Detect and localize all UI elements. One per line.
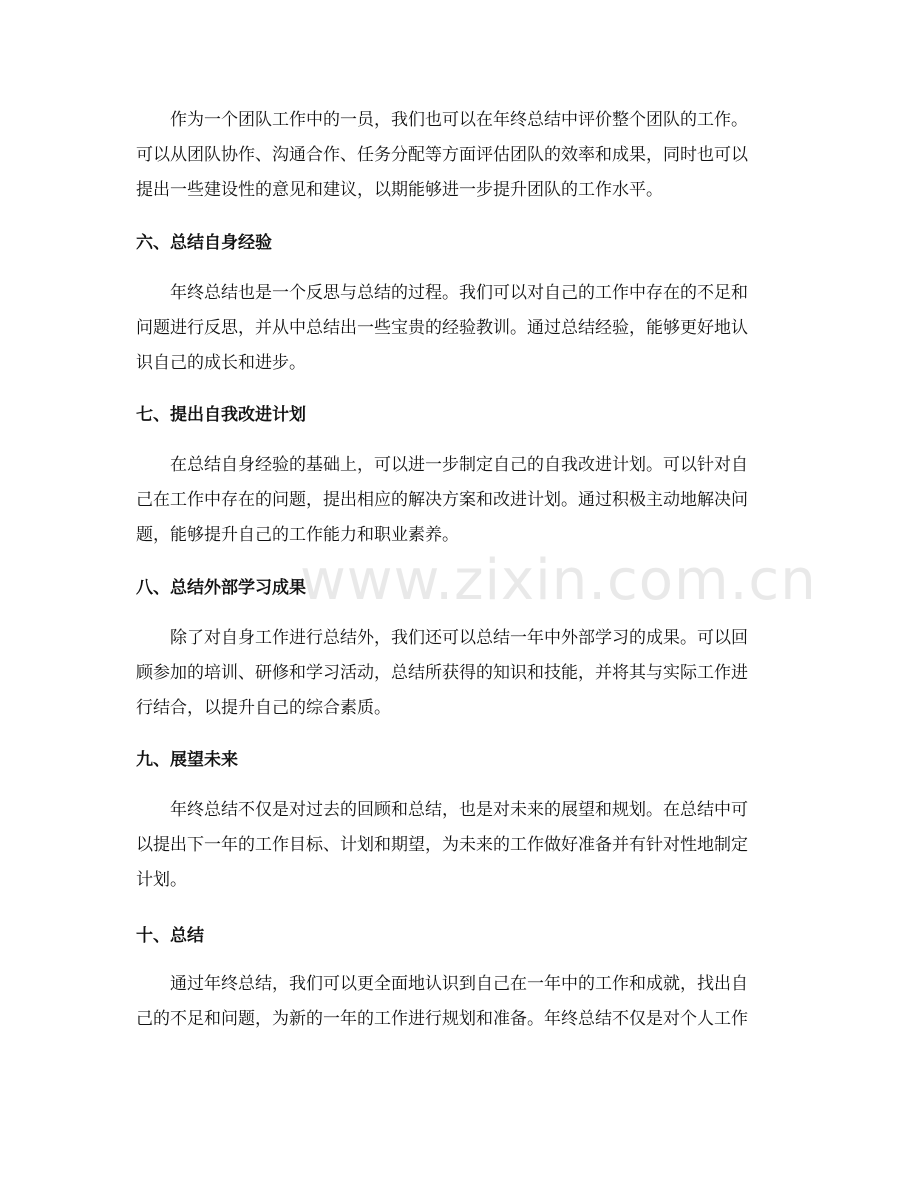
paragraph-section-7 [136, 448, 788, 553]
paragraph-line: 以提出下一年的工作目标、计划和期望，为未来的工作做好准备并有针对性地制定 [136, 835, 748, 855]
paragraph-line: 顾参加的培训、研修和学习活动，总结所获得的知识和技能，并将其与实际工作进 [136, 663, 748, 683]
paragraph-line: 除了对自身工作进行总结外，我们还可以总结一年中外部学习的成果。可以回 [170, 628, 748, 648]
section-heading-10: 十、总结 [136, 926, 204, 946]
section-heading-6: 六、总结自身经验 [136, 233, 272, 253]
paragraph-line: 题，能够提升自己的工作能力和职业素养。 [136, 525, 459, 545]
paragraph-line: 行结合，以提升自己的综合素质。 [136, 698, 391, 718]
section-heading-7: 七、提出自我改进计划 [136, 405, 306, 425]
paragraph-line: 在总结自身经验的基础上，可以进一步制定自己的自我改进计划。可以针对自 [170, 455, 748, 475]
paragraph-section-10 [136, 967, 788, 1037]
paragraph-line: 通过年终总结，我们可以更全面地认识到自己在一年中的工作和成就，找出自 [170, 974, 748, 994]
paragraph-section-6 [136, 276, 788, 381]
paragraph-line: 年终总结也是一个反思与总结的过程。我们可以对自己的工作中存在的不足和 [170, 283, 748, 303]
paragraph-section-8 [136, 621, 788, 726]
paragraph-line: 可以从团队协作、沟通合作、任务分配等方面评估团队的效率和成果，同时也可以 [136, 145, 748, 165]
paragraph-line: 作为一个团队工作中的一员，我们也可以在年终总结中评价整个团队的工作。 [170, 110, 748, 130]
watermark: www.zixin.com.cn [300, 548, 817, 613]
paragraph-line: 问题进行反思，并从中总结出一些宝贵的经验教训。通过总结经验，能够更好地认 [136, 318, 748, 338]
paragraph-section-9 [136, 793, 788, 898]
paragraph-line: 识自己的成长和进步。 [136, 353, 306, 373]
paragraph-line: 计划。 [136, 870, 187, 890]
paragraph-line: 己在工作中存在的问题，提出相应的解决方案和改进计划。通过积极主动地解决问 [136, 490, 748, 510]
paragraph-team-evaluation [136, 103, 788, 208]
paragraph-line: 己的不足和问题，为新的一年的工作进行规划和准备。年终总结不仅是对个人工作 [136, 1009, 748, 1029]
paragraph-line: 提出一些建设性的意见和建议，以期能够进一步提升团队的工作水平。 [136, 180, 663, 200]
paragraph-line: 年终总结不仅是对过去的回顾和总结，也是对未来的展望和规划。在总结中可 [170, 800, 748, 820]
section-heading-8: 八、总结外部学习成果 [136, 578, 306, 598]
section-heading-9: 九、展望未来 [136, 750, 238, 770]
